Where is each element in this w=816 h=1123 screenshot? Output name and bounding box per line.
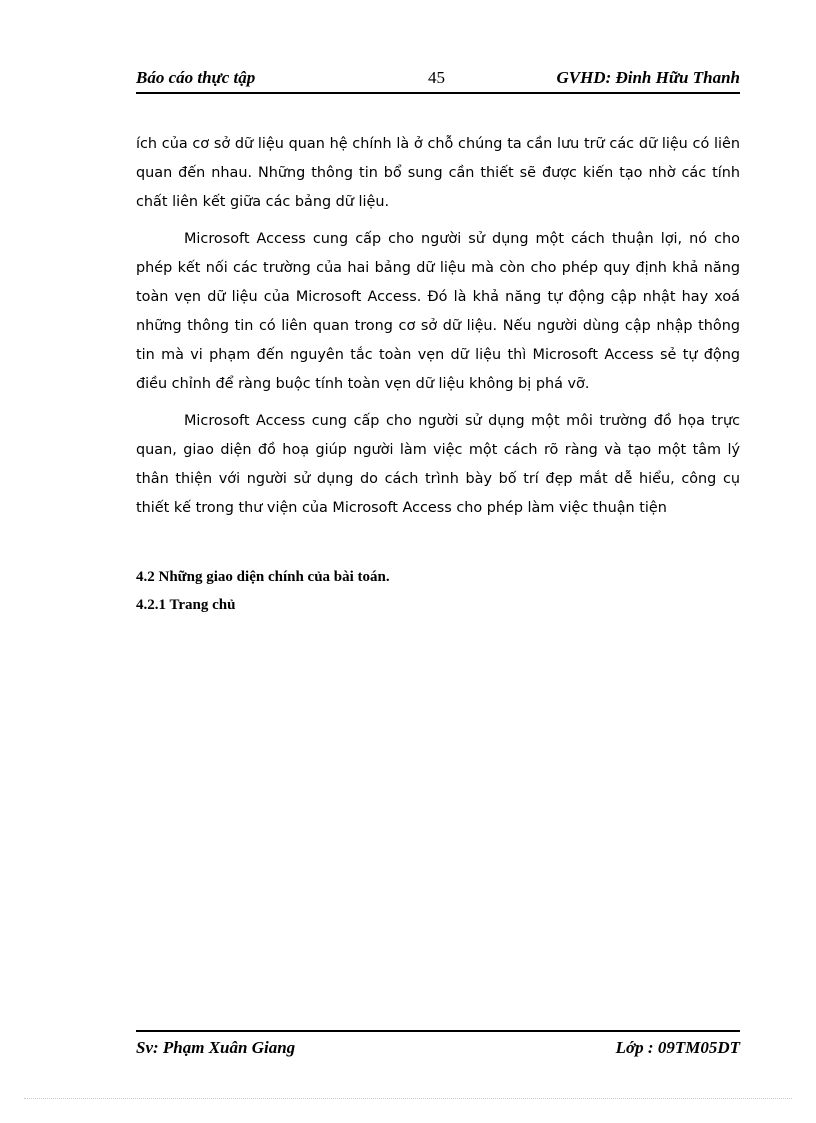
page-header	[136, 66, 740, 94]
paragraph-access-integrity: Microsoft Access cung cấp cho người sử dụng một cách thuận lợi, nó cho phép kết nối các trường của hai bảng dữ liệu mà còn cho phép quy định khả năng toàn vẹn dữ liệu của Microsoft Access. Đó là khả năng tự động cập nhật hay xoá những thông tin có liên quan trong cơ sở dữ liệu. Nếu người dùng cập nhập thông tin mà vi phạm đến nguyên tắc toàn vẹn dữ liệu thì Microsoft Access sẻ tự động điều chỉnh để ràng buộc tính toàn vẹn dữ liệu không bị phá vỡ.	[136, 231, 740, 392]
paragraph-continuation: ích của cơ sở dữ liệu quan hệ chính là ở chỗ chúng ta cần lưu trữ các dữ liệu có liên quan đến nhau. Những thông tin bổ sung cần thiết sẽ được kiến tạo nhờ các tính chất liên kết giữa các bảng dữ liệu.	[136, 136, 740, 210]
page-number: 45	[428, 68, 445, 87]
subsection-heading: 4.2.1 Trang chủ	[136, 597, 236, 613]
page-footer	[136, 1030, 740, 1067]
header-supervisor: GVHD: Đinh Hữu Thanh	[556, 68, 740, 87]
page-edge-divider	[24, 1098, 792, 1099]
footer-student: Sv: Phạm Xuân Giang	[136, 1038, 296, 1057]
header-report-title: Báo cáo thực tập	[136, 68, 256, 87]
section-heading: 4.2 Những giao diện chính của bài toán.	[136, 569, 390, 585]
footer-class: Lớp : 09TM05DT	[615, 1038, 740, 1057]
paragraph-access-graphics: Microsoft Access cung cấp cho người sử dụng một môi trường đồ họa trực quan, giao diện đồ hoạ giúp người làm việc một cách rõ ràng và tạo một tâm lý thân thiện với người sử dụng do cách trình bày bố trí đẹp mắt dễ hiểu, công cụ thiết kế trong thư viện của Microsoft Access cho phép làm việc thuận tiện	[136, 413, 740, 516]
body-text	[136, 130, 740, 531]
